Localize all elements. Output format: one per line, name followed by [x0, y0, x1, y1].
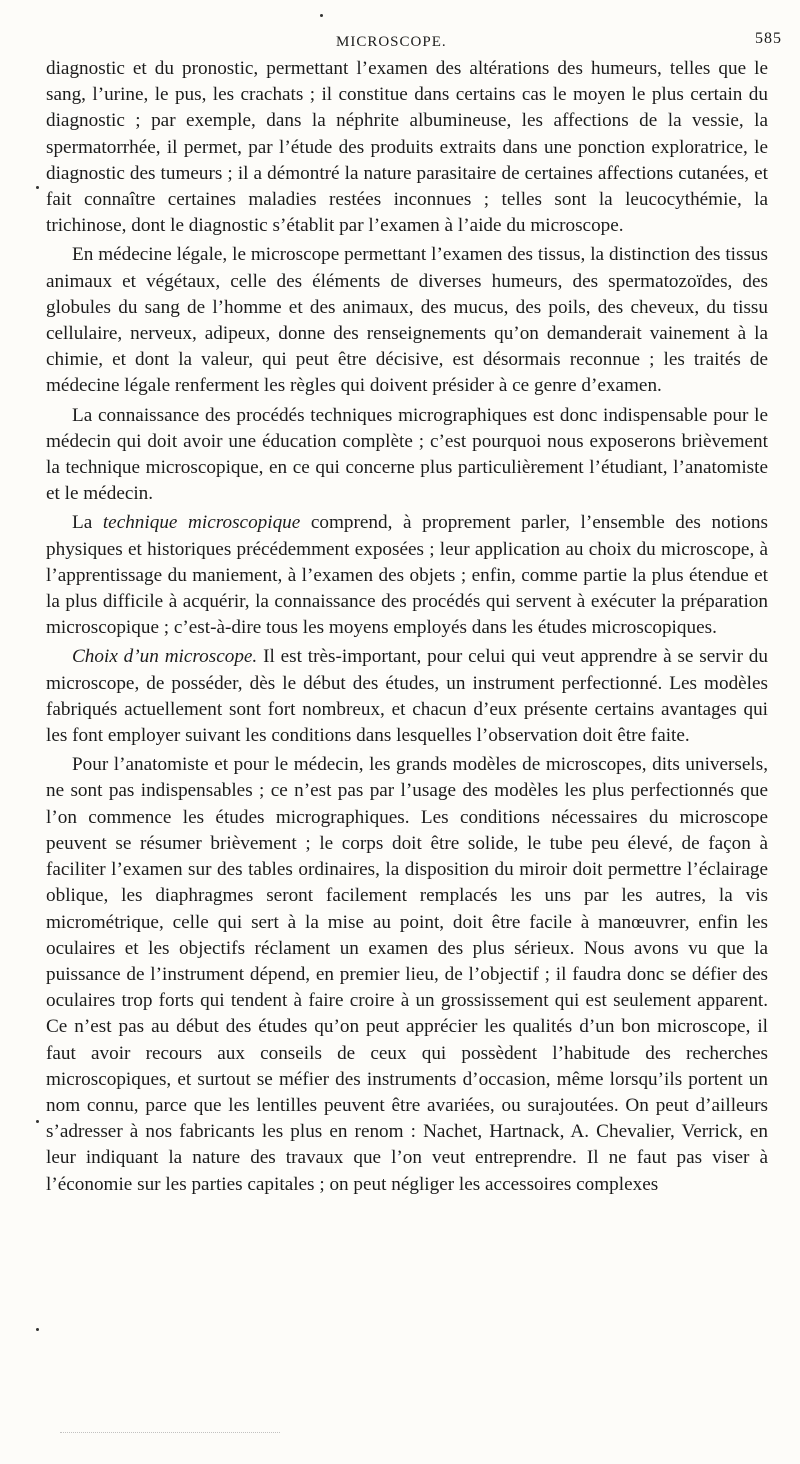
print-speck [320, 14, 323, 17]
paragraph-connaissance: La connaissance des procédés techniques micrographiques est donc indispensable pour le médecin qui doit avoir une éducation complète ; c’est pourquoi nous exposerons brièvement la technique microscopique, en ce qui concerne plus particulièrement l’étudiant, l’anatomiste et le médecin. [46, 404, 768, 505]
page-number: 585 [755, 30, 782, 47]
paragraph-anatomiste: Pour l’anatomiste et pour le médecin, les grands modèles de microscopes, dits universels, ne sont pas indispensables ; ce n’est pas par l’usage des modèles les plus perfectionnés que l’on commence les études micrographiques. Les conditions nécessaires du microscope peuvent se résumer brièvement ; le corps doit être solide, le tube peu élevé, de façon à faciliter l’examen sur des tables ordinaires, la disposition du miroir doit permettre l’éclairage oblique, les diaphragmes seront facilement remplacés les uns par les autres, la vis micrométrique, celle qui sert à la mise au point, doit être facile à manœuvrer, enfin les oculaires et les objectifs réclament un examen des plus sérieux. Nous avons vu que la puissance de l’instrument dépend, en premier lieu, de l’objectif ; il faudra donc se défier des oculaires trop forts qui tendent à faire croire à un grossissement qui est seulement apparent. Ce n’est pas au début des études qu’on peut apprécier les qualités d’un bon microscope, il faut avoir recours aux conseils de ceux qui possèdent l’habitude des recherches microscopiques, et surtout se méfier des instruments d’occasion, même lorsqu’ils portent un nom connu, parce que les lentilles peuvent être avariées, ou surajoutées. On peut d’ailleurs s’adresser à nos fabricants les plus en renom : Nachet, Hartnack, A. Chevalier, Verrick, en leur indiquant la nature des travaux que l’on veut entreprendre. Il ne faut pas viser à l’économie sur les parties capitales ; on peut négliger les accessoires complexes [46, 754, 768, 1195]
print-speck [36, 1120, 39, 1123]
print-speck [36, 1328, 39, 1331]
print-speck [36, 186, 39, 189]
term-technique-microscopique: technique microscopique [102, 512, 301, 534]
body-text [46, 56, 768, 1198]
book-page [46, 28, 782, 1201]
running-head [46, 28, 782, 56]
running-title: MICROSCOPE. [336, 34, 447, 50]
paragraph-medecine-legale: En médecine légale, le microscope permettant l’examen des tissus, la distinction des tissus animaux et végétaux, celle des éléments de diverses humeurs, des spermatozoïdes, des globules du sang de l’homme et des animaux, des mucus, des poils, des cheveux, du tissu cellulaire, nerveux, adipeux, donne des renseignements qu’on demanderait vainement à la chimie, et dont la valeur, qui peut être décisive, est désormais reconnue ; les traités de médecine légale renferment les règles qui doivent présider à ce genre d’examen. [46, 244, 768, 397]
paragraph-technique: La technique microscopique comprend, à proprement parler, l’ensemble des notions physiques et historiques précédemment exposées ; leur application au choix du microscope, à l’apprentissage du maniement, à l’examen des objets ; enfin, comme partie la plus étendue et la plus difficile à acquérir, la connaissance des procédés qui servent à exécuter la préparation microscopique ; c’est-à-dire tous les moyens employés dans les études microscopiques. [46, 512, 768, 639]
paragraph-diagnostic: diagnostic et du pronostic, permettant l’examen des altérations des humeurs, telles que le sang, l’urine, le pus, les crachats ; il constitue dans certains cas le moyen le plus certain du diagnostic ; par exemple, dans la néphrite albumineuse, les affections de la vessie, la spermatorrhée, il permet, par l’étude des produits extraits dans une ponction exploratrice, le diagnostic des tumeurs ; il a démontré la nature parasitaire de certaines affections cutanées, et fait connaître certaines maladies restées inconnues ; telles sont la leucocythémie, la trichinose, dont le diagnostic s’établit par l’examen à l’aide du microscope. [46, 58, 768, 237]
section-heading-choix: Choix d’un microscope. [72, 646, 258, 668]
footer-specks [60, 1432, 280, 1435]
paragraph-choix: Choix d’un microscope. Il est très-important, pour celui qui veut apprendre à se servir du microscope, de posséder, dès le début des études, un instrument perfectionné. Les modèles fabriqués actuellement sont fort nombreux, et chacun d’eux présente certains avantages qui les font employer suivant les conditions dans lesquelles l’observation doit être faite. [46, 646, 768, 747]
